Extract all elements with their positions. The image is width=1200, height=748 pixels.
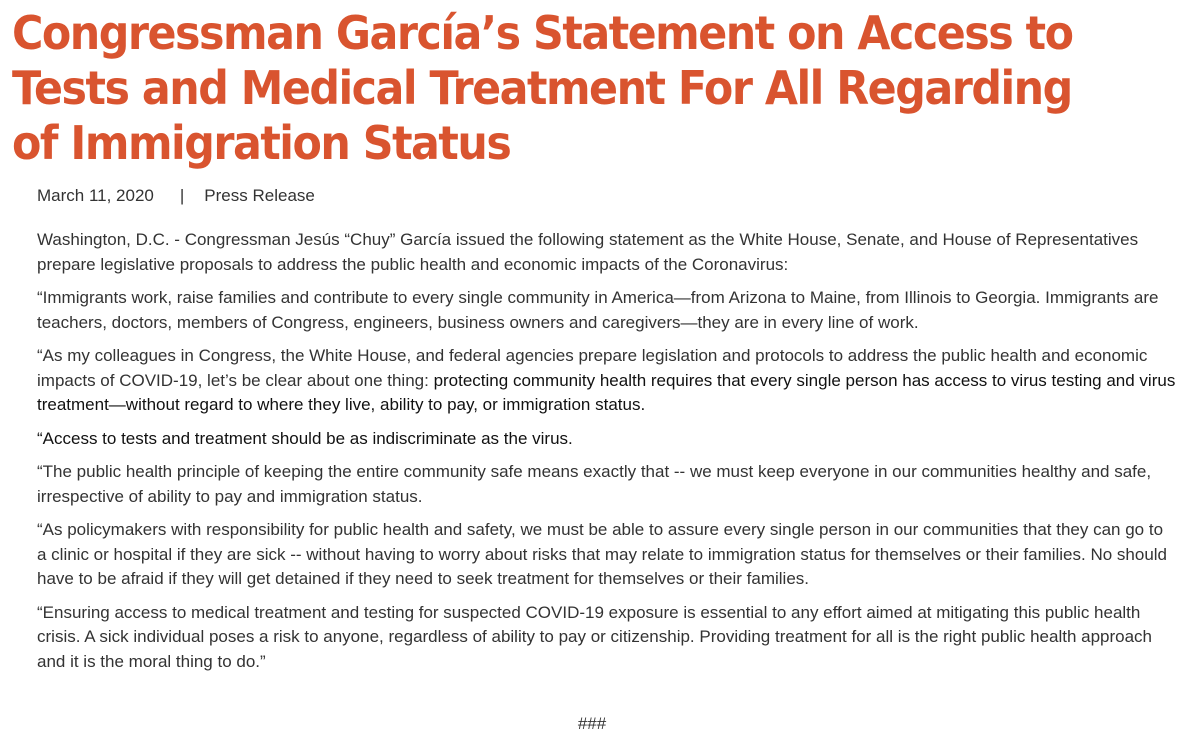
paragraph-ensuring: “Ensuring access to medical treatment and testing for suspected COVID-19 exposure is essential to any effort aimed at mitigating this public health crisis. A sick individual poses a risk to anyone, regardless of ability to pay or citizenship. Providing treatment for all is the right public health approach and it is the moral thing to do.” (37, 602, 1153, 671)
paragraph-policymakers: “As policymakers with responsibility for public health and safety, we must be able to assure every single person in our communities that they can go to a clinic or hospital if they are sick -- without having to worry about risks that may relate to immigration status for themselves or their families. No should have to be afraid if they will get detained if they need to seek treatment for themselves or their families. (37, 520, 1168, 588)
meta-separator: | (179, 186, 185, 205)
paragraph-colleagues (37, 344, 1177, 418)
article-body (37, 228, 1177, 683)
release-meta (37, 186, 315, 206)
page-title: Congressman García’s Statement on Access to Tests and Medical Treatment For All Regarding of Immigration Status (12, 6, 1073, 170)
paragraph-colleagues-intro: “As my colleagues in Congress, the White House, and federal agencies prepare legislation and protocols to address the public health and economic impacts of COVID-19, let’s be clear about one thing: (37, 346, 1148, 390)
paragraph-intro: Washington, D.C. - Congressman Jesús “Chuy” García issued the following statement as the White House, Senate, and House of Representatives prepare legislative proposals to address the public health and economic impacts of the Coronavirus: (37, 230, 1139, 274)
release-category: Press Release (204, 186, 315, 205)
paragraph-immigrants: “Immigrants work, raise families and contribute to every single community in America—from Arizona to Maine, from Illinois to Georgia. Immigrants are teachers, doctors, members of Congress, engineers, business owners and caregivers—they are in every line of work. (37, 288, 1159, 332)
release-date: March 11, 2020 (37, 186, 154, 205)
paragraph-colleagues-emphasis: protecting community health requires that every single person has access to virus testing and virus treatment—without regard to where they live, ability to pay, or immigration status. (37, 370, 1176, 414)
paragraph-principle: “The public health principle of keeping the entire community safe means exactly that -- we must keep everyone in our communities healthy and safe, irrespective of ability to pay and immigration status. (37, 462, 1152, 506)
end-mark: ### (577, 714, 607, 733)
paragraph-access: “Access to tests and treatment should be as indiscriminate as the virus. (37, 428, 573, 448)
